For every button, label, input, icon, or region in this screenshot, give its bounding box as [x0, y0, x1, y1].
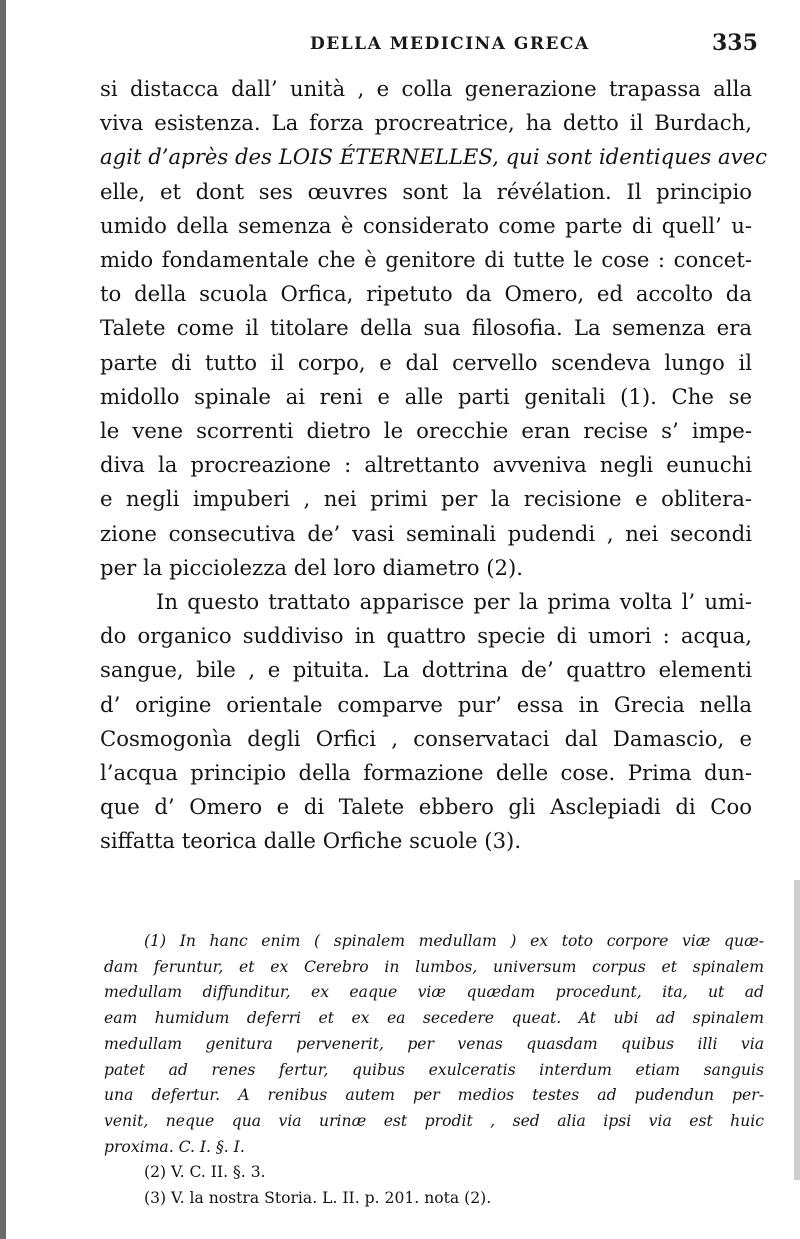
footnote-line: (1) In hanc enim ( spinalem medullam ) ex toto corpore viæ quæ-: [144, 932, 764, 950]
text-line: que d’ Omero e di Talete ebbero gli Asclepiadi di Coo: [100, 794, 752, 820]
footnote-line: patet ad renes fertur, quibus exulceratis interdum etiam sanguis: [104, 1060, 764, 1079]
text-line: Cosmogonìa degli Orfici , conservataci dal Damascio, e: [100, 725, 752, 751]
text-line: umido della semenza è considerato come parte di quell’ u-: [100, 212, 752, 238]
text-line: siffatta teorica dalle Orfiche scuole (3).: [100, 828, 522, 854]
page-edge-right: [794, 880, 800, 1180]
text-line: elle, et dont ses œuvres sont la révélation. Il principio: [100, 178, 752, 204]
text-line: e negli impuberi , nei primi per la recisione e oblitera-: [100, 486, 752, 512]
text-line: viva esistenza. La forza procreatrice, ha detto il Burdach,: [100, 110, 752, 136]
text-line: per la picciolezza del loro diametro (2).: [100, 554, 523, 580]
footnote-line: (3) V. la nostra Storia. L. II. p. 201. nota (2).: [144, 1189, 492, 1208]
footnote-line: medullam genitura pervenerit, per venas quasdam quibus illi via: [104, 1034, 764, 1053]
page-number: 335: [712, 30, 758, 56]
running-title: DELLA MEDICINA GRECA: [310, 34, 590, 54]
text-line: In questo trattato apparisce per la prima volta l’ umi-: [156, 589, 752, 615]
text-line: agit d’après des LOIS ÉTERNELLES, qui sont identiques avec: [100, 144, 768, 170]
footnote-line: medullam diffunditur, ex eaque viæ quædam procedunt, ita, ut ad: [104, 983, 764, 1002]
footnote-line: una defertur. A renibus autem per medios testes ad pudendun per-: [104, 1086, 764, 1105]
text-line: si distacca dall’ unità , e colla generazione trapassa alla: [100, 76, 752, 101]
text-line: do organico suddiviso in quattro specie di umori : acqua,: [100, 623, 752, 649]
footnote-line: eam humidum deferri et ex ea secedere queat. At ubi ad spinalem: [104, 1009, 764, 1028]
text-line: d’ origine orientale comparve pur’ essa in Grecia nella: [100, 691, 752, 717]
footnote-line: venit, neque qua via urinæ est prodit , sed alia ipsi via est huic: [104, 1111, 764, 1130]
text-line: le vene scorrenti dietro le orecchie eran recise s’ impe-: [100, 418, 752, 444]
text-line: zione consecutiva de’ vasi seminali pudendi , nei secondi: [100, 520, 752, 546]
page-edge-shadow: [0, 0, 6, 1239]
text-line: midollo spinale ai reni e alle parti genitali (1). Che se: [100, 383, 752, 409]
footnotes: [104, 929, 764, 1212]
text-line: to della scuola Orfica, ripetuto da Omero, ed accolto da: [100, 281, 752, 307]
footnote-line: proxima. C. I. §. I.: [104, 1137, 245, 1156]
footnote-line: dam feruntur, et ex Cerebro in lumbos, universum corpus et spinalem: [104, 957, 764, 976]
footnote-line: (2) V. C. II. §. 3.: [144, 1163, 266, 1182]
text-line: diva la procreazione : altrettanto avveniva negli eunuchi: [100, 452, 752, 478]
text-line: parte di tutto il corpo, e dal cervello scendeva lungo il: [100, 349, 752, 375]
text-line: Talete come il titolare della sua filosofia. La semenza era: [100, 315, 752, 341]
main-text: [100, 72, 768, 859]
text-line: l’acqua principio della formazione delle cose. Prima dun-: [100, 760, 752, 786]
text-line: sangue, bile , e pituita. La dottrina de’ quattro elementi: [100, 657, 752, 683]
text-line: mido fondamentale che è genitore di tutte le cose : concet-: [100, 247, 752, 273]
